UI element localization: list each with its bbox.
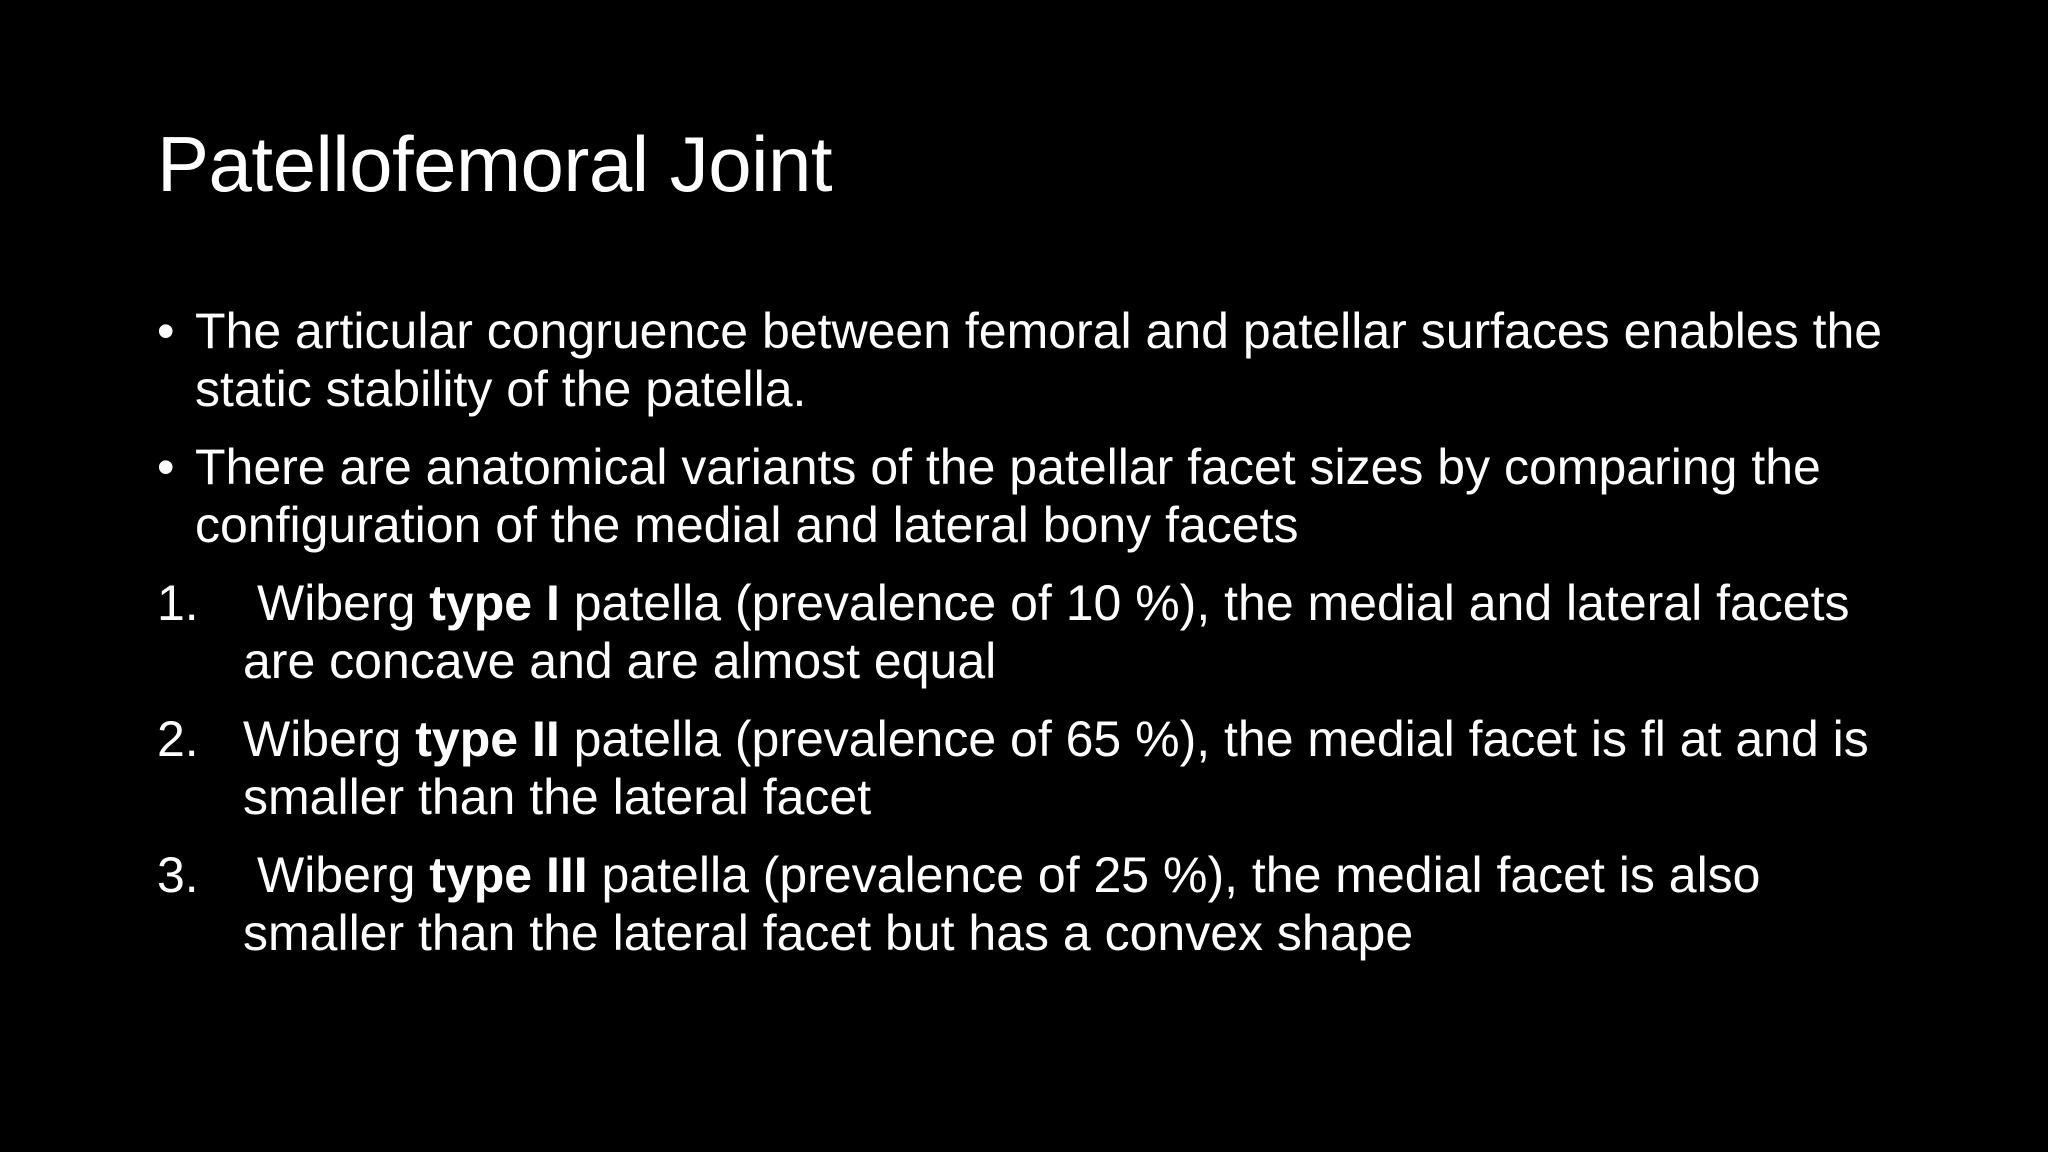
number-marker: 3. xyxy=(157,847,199,903)
slide-content xyxy=(157,302,1897,982)
numbered-text-post: patella (prevalence of 25 %), the medial facet is also smaller than the lateral facet but has a convex shape xyxy=(243,847,1761,961)
numbered-text-bold: type II xyxy=(415,711,560,767)
numbered-text-post: patella (prevalence of 65 %), the medial facet is fl at and is smaller than the lateral facet xyxy=(243,711,1869,825)
number-marker: 1. xyxy=(157,575,199,631)
number-marker: 2. xyxy=(157,711,199,767)
numbered-item-1 xyxy=(157,574,1897,690)
slide-title: Patellofemoral Joint xyxy=(157,120,833,208)
bullet-item-2 xyxy=(157,438,1897,554)
bullet-item-1 xyxy=(157,302,1897,418)
numbered-item-3 xyxy=(157,846,1897,962)
bullet-text: There are anatomical variants of the patellar facet sizes by comparing the configuration of the medial and lateral bony facets xyxy=(195,439,1821,553)
numbered-text-bold: type III xyxy=(429,847,588,903)
numbered-text-pre: Wiberg xyxy=(243,711,416,767)
bullet-marker: • xyxy=(157,439,175,495)
numbered-item-2 xyxy=(157,710,1897,826)
numbered-text-post: patella (prevalence of 10 %), the medial and lateral facets are concave and are almost equal xyxy=(243,575,1850,689)
numbered-text-pre: Wiberg xyxy=(257,847,430,903)
bullet-marker: • xyxy=(157,303,175,359)
bullet-text: The articular congruence between femoral and patellar surfaces enables the static stability of the patella. xyxy=(195,303,1883,417)
numbered-text-bold: type I xyxy=(429,575,560,631)
numbered-text-pre: Wiberg xyxy=(257,575,430,631)
